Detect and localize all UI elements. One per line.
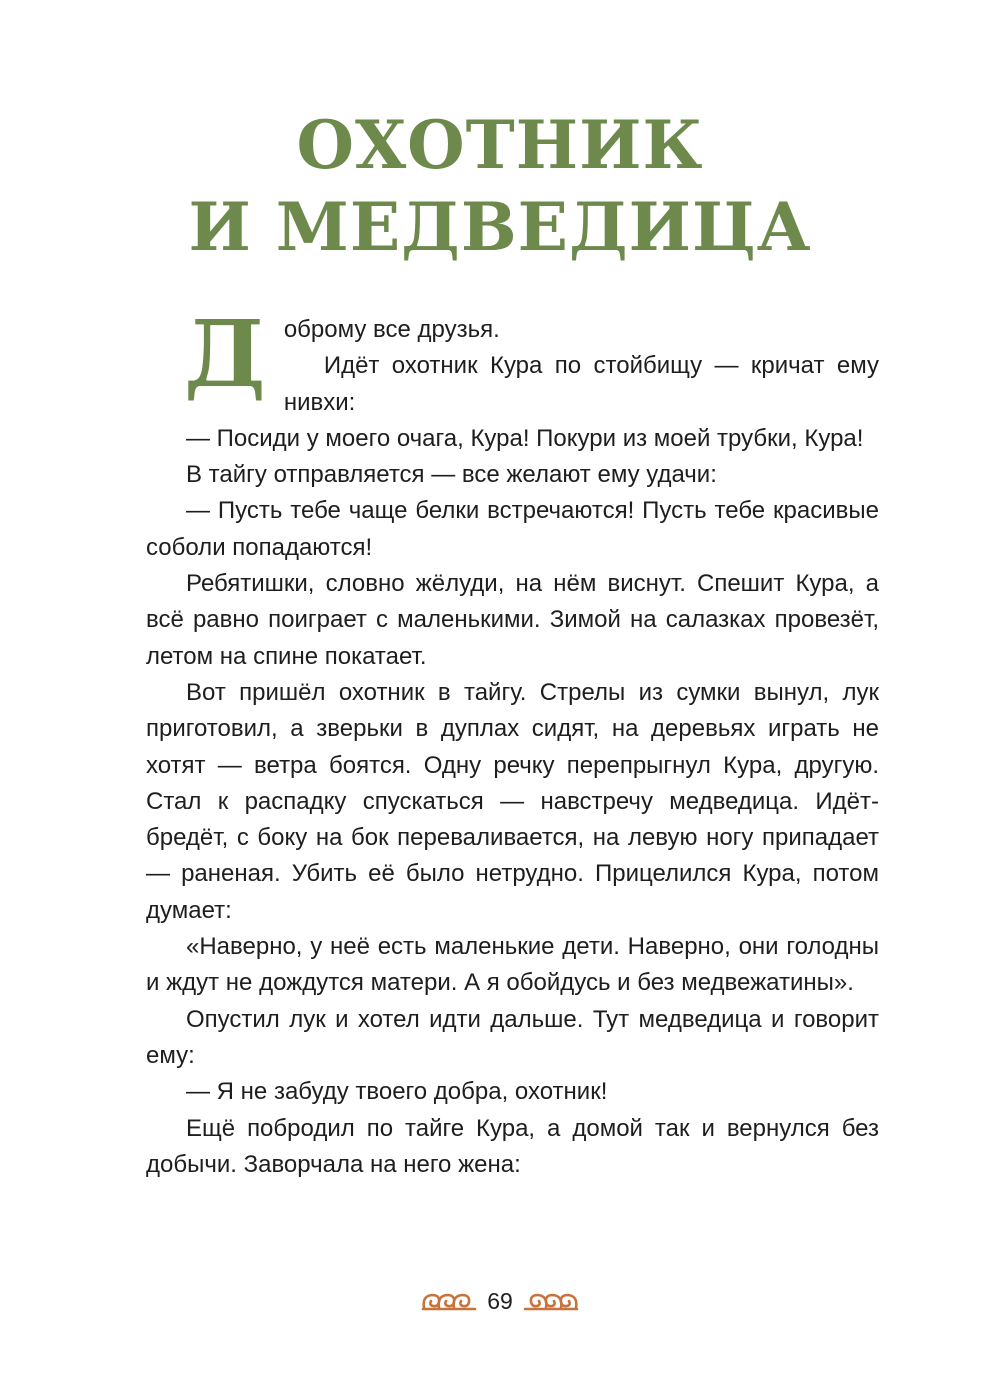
paragraph: В тайгу отправляется — все желают ему удачи:	[186, 461, 717, 489]
paragraph: Вот пришёл охотник в тайгу. Стрелы из сумки вынул, лук приготовил, а зверьки в дуплах сидят, на деревьях играть не хотят — ветра боятся. Одну речку перепрыгнул Кура, другую. Стал к распадку спускаться — навстречу медведица. Идёт-бредёт, с боку на бок переваливается, на левую ногу припадает — раненая. Убить её было нетрудно. Прицелился Кура, потом думает:	[146, 678, 879, 924]
page-number: 69	[487, 1287, 513, 1314]
drop-cap: Д	[184, 300, 266, 408]
title-line-1: ОХОТНИК	[296, 106, 704, 184]
paragraph: «Наверно, у неё есть маленькие дети. Наверно, они голодны и ждут не дождутся матери. А я обойдусь и без медвежатины».	[146, 933, 879, 997]
story-text	[146, 300, 879, 1183]
paragraph: Ребятишки, словно жёлуди, на нём виснут. Спешит Кура, а всё равно поиграет с маленькими. Зимой на салазках провезёт, летом на спине покатает.	[146, 570, 879, 670]
paragraph: — Посиди у моего очага, Кура! Покури из моей трубки, Кура!	[186, 424, 864, 452]
paragraph: Опустил лук и хотел идти дальше. Тут медведица и говорит ему:	[146, 1005, 879, 1069]
page-footer	[0, 1284, 1000, 1318]
paragraph-text: оброму все друзья.	[283, 316, 500, 343]
paragraph: Ещё побродил по тайге Кура, а домой так и вернулся без добычи. Заворчала на него жена:	[146, 1114, 879, 1178]
title-line-2: И МЕДВЕДИЦА	[188, 188, 812, 266]
page-title	[0, 104, 1000, 268]
paragraph: — Я не забуду твоего добра, охотник!	[186, 1078, 608, 1106]
swirl-ornament-icon	[523, 1288, 579, 1314]
paragraph: — Пусть тебе чаще белки встречаются! Пусть тебе красивые соболи попадаются!	[146, 497, 879, 561]
paragraph: Идёт охотник Кура по стойбищу — кричат ему нивхи:	[283, 352, 879, 416]
swirl-ornament-icon	[421, 1288, 477, 1314]
